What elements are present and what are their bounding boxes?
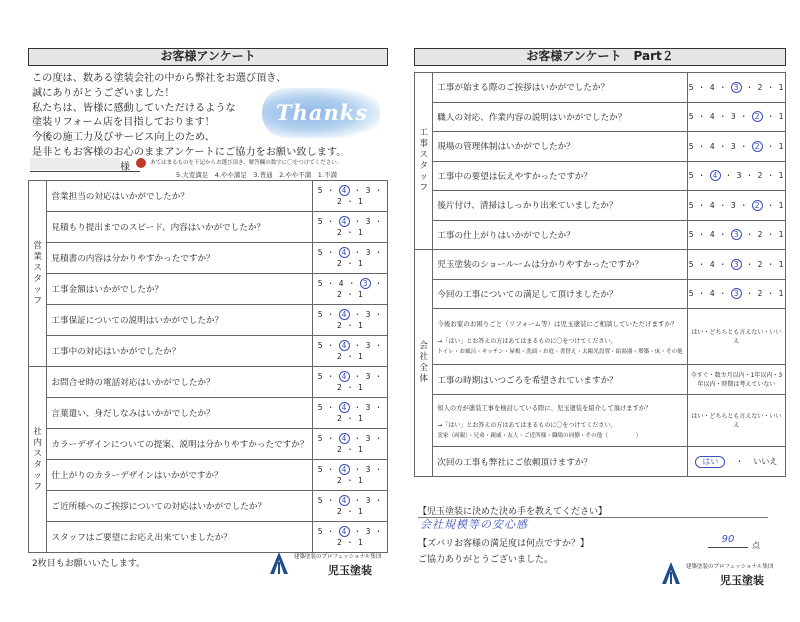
satisfaction-question: 【ズバリお客様の満足度は何点ですか？】 [418, 539, 590, 549]
rating-option: 2 [337, 197, 343, 206]
rating-option: 2 [757, 289, 763, 299]
table-row [415, 73, 786, 103]
question-text: 今回の工事についての満足して頂けましたか？ [433, 279, 687, 309]
circled-rating: 3 [731, 229, 742, 240]
group-char: ス [33, 262, 42, 273]
rating-scale[interactable]: 5 ・ 4 ・ 3 ・ 2 ・ 1 [313, 367, 388, 398]
option-separator: ・ [735, 456, 744, 466]
question-text: 工事中の対応はいかがでしたか？ [47, 336, 313, 367]
rating-option: 2 [337, 259, 343, 268]
group-char: 業 [33, 251, 42, 262]
question-text: 児玉塗装のショールームは分かりやすかったですか？ [433, 250, 687, 280]
company-logo [270, 552, 420, 592]
company-name: 児玉塗装 [720, 574, 764, 587]
page-title: お客様アンケート [28, 48, 388, 66]
honorific: 様 [120, 162, 130, 173]
table-row [29, 367, 388, 398]
question-text [433, 309, 687, 365]
rating-option: 5 [317, 248, 323, 257]
question-text: 現場の管理体制はいかがでしたか？ [433, 132, 687, 162]
logo-tagline: 建築塗装のプロフェッショナル集団 [686, 564, 774, 570]
rating-option: 3 [365, 496, 371, 505]
group-char: ッ [33, 470, 42, 481]
rating-option: 3 [365, 465, 371, 474]
rating-option: 5 [317, 310, 323, 319]
seal-stamp-icon [136, 158, 146, 168]
circled-rating: 2 [752, 200, 763, 211]
circled-rating: 3 [731, 288, 742, 299]
rating-option: 3 [736, 171, 742, 181]
rating-option: 4 [709, 259, 716, 269]
repeat-yes: はい [695, 456, 725, 468]
rating-option: 5 [688, 82, 695, 92]
rating-option: 2 [757, 82, 763, 92]
survey-page-2 [400, 0, 800, 622]
group-char: タ [33, 273, 42, 284]
rating-scale[interactable]: 5 ・ 4 ・ 3 ・ 2 ・ 1 [687, 220, 785, 250]
question-text [433, 395, 687, 447]
rating-scale[interactable]: 5 ・ 4 ・ 3 ・ 2 ・ 1 [687, 191, 785, 221]
rating-option: 2 [757, 171, 763, 181]
rating-scale[interactable]: 5 ・ 4 ・ 3 ・ 2 ・ 1 [687, 132, 785, 162]
intro-line: 私たちは、皆様に感動していただけるような [32, 102, 236, 114]
intro-options: はい・どちらとも言えない・いいえ [691, 412, 782, 429]
score-unit: 点 [752, 541, 760, 550]
question-text: 工事の仕上がりはいかがでしたか？ [433, 220, 687, 250]
rating-option: 5 [317, 217, 323, 226]
table-row [29, 398, 388, 429]
rating-scale[interactable]: 5 ・ 4 ・ 3 ・ 2 ・ 1 [687, 73, 785, 103]
customer-name-redacted [30, 158, 120, 170]
circled-rating: 2 [752, 111, 763, 122]
circled-rating: 2 [752, 141, 763, 152]
table-row [29, 181, 388, 212]
timing-options: 今すぐ・数カ月以内・1年以内・3年以内・時期は考えていない [690, 371, 783, 388]
rating-scale[interactable]: 5 ・ 4 ・ 3 ・ 2 ・ 1 [313, 460, 388, 491]
consult-question: 今後お家のお困りごと（リフォーム等）は児玉塗装にご相談していただけますか？ [437, 319, 678, 328]
group-char: 内 [33, 437, 42, 448]
question-text: 工事保証についての説明はいかがでしたか？ [47, 305, 313, 336]
table-row [415, 250, 786, 280]
group-label [29, 181, 47, 367]
legend-instruction: あてはまるものを下記からお選び頂き、解答欄の数字に〇をつけてください。 [150, 160, 343, 166]
circled-rating: 4 [339, 495, 350, 506]
group-char: ッ [419, 172, 428, 182]
group-char: タ [33, 459, 42, 470]
answer-options[interactable] [687, 309, 785, 365]
question-text: 工事が始まる際のご挨拶はいかがでしたか？ [433, 73, 687, 103]
circled-rating: 3 [731, 82, 742, 93]
satisfaction-score: 90 [708, 534, 748, 548]
question-text: 後片付け、清掃はしっかり出来ていましたか？ [433, 191, 687, 221]
question-text: 職人の対応、作業内容の説明はいかがでしたか？ [433, 102, 687, 132]
group-char: フ [33, 295, 42, 306]
table-row [415, 161, 786, 191]
rating-option: 1 [358, 538, 364, 547]
rating-scale[interactable]: 5 ・ 4 ・ 3 ・ 2 ・ 1 [313, 181, 388, 212]
rating-option: 5 [688, 171, 695, 181]
circled-rating: 4 [710, 170, 721, 181]
rating-option: 4 [338, 279, 345, 288]
logo-tagline: 建築塗装のプロフェッショナル集団 [294, 554, 382, 560]
circled-rating: 4 [339, 371, 350, 382]
group-char: 事 [419, 139, 428, 149]
group-char: ス [419, 150, 428, 160]
page-title: お客様アンケート Part２ [414, 48, 786, 66]
repeat-no: いいえ [753, 456, 778, 466]
rating-option: 3 [730, 200, 737, 210]
intro-items: 実家（両親）・兄弟・親戚・友人・ご近所様・職場の同僚・その他（ ） [437, 432, 642, 439]
question-text [433, 365, 687, 395]
thanks-word: Thanks [276, 100, 369, 125]
circled-rating: 4 [339, 309, 350, 320]
rating-option: 3 [365, 186, 371, 195]
rating-option: 4 [709, 289, 716, 299]
circled-rating: 4 [339, 402, 350, 413]
rating-option: 5 [317, 403, 323, 412]
rating-scale[interactable]: 5 ・ 4 ・ 3 ・ 2 ・ 1 [313, 429, 388, 460]
table-row [415, 220, 786, 250]
question-text: 工事金額はいかがでしたか？ [47, 274, 313, 305]
table-row [29, 336, 388, 367]
company-mark-icon [270, 552, 288, 574]
group-char: 社 [419, 352, 428, 362]
table-row [415, 395, 786, 447]
circled-rating: 4 [339, 216, 350, 227]
rating-scale[interactable]: 5 ・ 4 ・ 3 ・ 2 ・ 1 [313, 522, 388, 553]
rating-option: 1 [778, 82, 784, 92]
rating-option: 1 [358, 476, 364, 485]
circled-rating: 4 [339, 433, 350, 444]
group-char: フ [33, 481, 42, 492]
rating-option: 3 [365, 527, 371, 536]
rating-option: 3 [365, 341, 371, 350]
group-label [415, 250, 433, 477]
rating-option: 1 [358, 228, 364, 237]
question-text: 見積書の内容は分かりやすかったですか？ [47, 243, 313, 274]
group-char: 会 [419, 341, 428, 351]
group-label [415, 73, 433, 250]
group-char: 社 [33, 426, 42, 437]
rating-option: 4 [709, 112, 716, 122]
answer-options[interactable] [687, 365, 785, 395]
rating-option: 3 [365, 434, 371, 443]
rating-option: 1 [778, 230, 784, 240]
decision-answer: 会社規模等の安心感 [420, 518, 528, 531]
rating-option: 5 [317, 465, 323, 474]
decision-question: 【児玉塗装に決めた決め手を教えてください】 [418, 504, 768, 518]
circled-rating: 3 [731, 259, 742, 270]
rating-option: 5 [688, 259, 695, 269]
rating-option: 5 [317, 496, 323, 505]
rating-scale[interactable]: 5 ・ 4 ・ 3 ・ 2 ・ 1 [687, 102, 785, 132]
circled-rating: 4 [339, 247, 350, 258]
rating-option: 1 [358, 414, 364, 423]
table-row [415, 191, 786, 221]
rating-option: 2 [757, 259, 763, 269]
closing-message: ご協力ありがとうございました。 [418, 555, 554, 565]
table-row [29, 274, 388, 305]
company-name: 児玉塗装 [328, 564, 372, 577]
intro-line: 誠にありがとうございました！ [32, 87, 175, 99]
circled-rating: 3 [360, 278, 371, 289]
rating-option: 1 [358, 321, 364, 330]
question-text: 仕上がりのカラーデザインはいかがですか？ [47, 460, 313, 491]
rating-option: 5 [317, 186, 323, 195]
rating-option: 2 [337, 352, 343, 361]
answer-options[interactable] [687, 395, 785, 447]
consult-sub: →「はい」とお答えの方はあてはまるものに〇をつけてください。 [437, 337, 617, 345]
intro-line: 今後の施工力及びサービス向上のため、 [32, 132, 215, 144]
table-row [29, 491, 388, 522]
rating-option: 3 [365, 372, 371, 381]
company-mark-icon [662, 562, 680, 584]
rating-option: 1 [358, 445, 364, 454]
rating-scale[interactable]: 5 ・ 4 ・ 3 ・ 2 ・ 1 [687, 279, 785, 309]
consult-items: トイレ・お風呂・キッチン・屋根・洗面・お庭・書替え・太陽光設置・給湯器・増築・床・その他 [437, 348, 683, 355]
rating-option: 5 [317, 434, 323, 443]
timing-question: 工事の時期はいつごろを希望されていますか？ [437, 375, 618, 386]
rating-option: 1 [778, 141, 784, 151]
repeat-question: 次回の工事も弊社にご依頼頂けますか？ [437, 457, 592, 468]
rating-scale[interactable]: 5 ・ 4 ・ 3 ・ 2 ・ 1 [313, 212, 388, 243]
question-text: 営業担当の対応はいかがでしたか？ [47, 181, 313, 212]
rating-option: 2 [337, 476, 343, 485]
question-text: 見積もり提出までのスピード、内容はいかがでしたか？ [47, 212, 313, 243]
question-text: 工事中の要望は伝えやすかったですか？ [433, 161, 687, 191]
table-row [415, 365, 786, 395]
group-label [29, 367, 47, 553]
rating-option: 5 [688, 112, 695, 122]
circled-rating: 4 [339, 340, 350, 351]
intro-question: 知人の方が塗装工事を検討している際に、児玉塗装を紹介して頂けますか？ [437, 404, 652, 412]
rating-option: 1 [778, 289, 784, 299]
question-text: カラーデザインについての提案、説明は分かりやすかったですか？ [47, 429, 313, 460]
consult-options: はい・どちらとも言えない・いいえ [691, 328, 782, 345]
rating-option: 2 [337, 228, 343, 237]
rating-option: 1 [358, 290, 364, 299]
rating-option: 1 [778, 171, 784, 181]
rating-option: 5 [688, 289, 695, 299]
rating-option: 1 [358, 507, 364, 516]
table-row [415, 132, 786, 162]
group-char: ッ [33, 284, 42, 295]
table-row [29, 429, 388, 460]
rating-option: 1 [358, 352, 364, 361]
rating-option: 1 [778, 112, 784, 122]
table-row [29, 460, 388, 491]
intro-sub: →「はい」とお答えの方はあてはまるものに〇をつけてください。 [437, 421, 617, 429]
rating-option: 2 [337, 290, 343, 299]
rating-scale[interactable]: 5 ・ 4 ・ 3 ・ 2 ・ 1 [687, 161, 785, 191]
group-char: タ [419, 161, 428, 171]
rating-option: 2 [337, 383, 343, 392]
thanks-watercolor-graphic [262, 88, 380, 138]
rating-option: 1 [778, 259, 784, 269]
intro-line: この度は、数ある塗装会社の中から弊社をお選び頂き、 [32, 73, 287, 84]
rating-option: 4 [709, 200, 716, 210]
rating-option: 1 [358, 197, 364, 206]
group-char: 体 [419, 374, 428, 384]
intro-line: 塗装リフォーム店を目指しております！ [32, 117, 215, 129]
circled-rating: 4 [339, 464, 350, 475]
legend-scale: 5.大変満足 4.やや満足 3.普通 2.やや不満 1.不満 [176, 171, 338, 179]
answer-options[interactable] [687, 447, 785, 477]
group-char: 全 [419, 363, 428, 373]
table-row [415, 102, 786, 132]
rating-option: 3 [365, 248, 371, 257]
question-text: スタッフはご要望にお応え出来ていましたか？ [47, 522, 313, 553]
rating-option: 1 [778, 200, 784, 210]
table-row [415, 309, 786, 365]
rating-option: 3 [730, 141, 737, 151]
circled-rating: 4 [339, 185, 350, 196]
rating-scale[interactable]: 5 ・ 4 ・ 3 ・ 2 ・ 1 [313, 398, 388, 429]
rating-option: 2 [757, 230, 763, 240]
rating-option: 3 [365, 217, 371, 226]
intro-line: 是非ともお客様のお心のままアンケートにご協力をお願い致します。 [32, 146, 347, 158]
rating-scale[interactable]: 5 ・ 4 ・ 3 ・ 2 ・ 1 [313, 305, 388, 336]
rating-table [28, 180, 388, 553]
question-text: ご近所様へのご挨拶についての対応はいかがでしたか？ [47, 491, 313, 522]
rating-option: 5 [317, 341, 323, 350]
rating-option: 2 [337, 445, 343, 454]
rating-option: 5 [688, 200, 695, 210]
rating-option: 3 [365, 403, 371, 412]
rating-option: 3 [730, 112, 737, 122]
rating-scale[interactable]: 5 ・ 4 ・ 3 ・ 2 ・ 1 [313, 243, 388, 274]
group-char: ス [33, 448, 42, 459]
rating-option: 1 [358, 383, 364, 392]
rating-table [414, 72, 786, 477]
table-row [29, 522, 388, 553]
rating-option: 5 [688, 141, 695, 151]
group-char: 工 [419, 128, 428, 138]
rating-scale[interactable]: 5 ・ 4 ・ 3 ・ 2 ・ 1 [313, 336, 388, 367]
table-row [415, 279, 786, 309]
rating-option: 1 [358, 259, 364, 268]
question-text [433, 447, 687, 477]
rating-option: 4 [709, 230, 716, 240]
rating-scale[interactable]: 5 ・ 4 ・ 3 ・ 2 ・ 1 [313, 491, 388, 522]
table-row [29, 243, 388, 274]
rating-option: 5 [317, 527, 323, 536]
rating-option: 4 [709, 82, 716, 92]
rating-scale[interactable]: 5 ・ 4 ・ 3 ・ 2 ・ 1 [687, 250, 785, 280]
rating-option: 2 [337, 414, 343, 423]
table-row [29, 212, 388, 243]
rating-option: 3 [365, 310, 371, 319]
footer-note: 2枚目もお願いいたします。 [32, 559, 146, 569]
table-row [29, 305, 388, 336]
question-text: お問合せ時の電話対応はいかがでしたか？ [47, 367, 313, 398]
rating-option: 5 [317, 279, 323, 288]
rating-scale[interactable]: 5 ・ 4 ・ 3 ・ 2 ・ 1 [313, 274, 388, 305]
rating-option: 4 [709, 141, 716, 151]
rating-option: 2 [337, 321, 343, 330]
rating-option: 2 [337, 507, 343, 516]
company-logo [662, 562, 800, 602]
question-text: 言葉遣い、身だしなみはいかがでしたか？ [47, 398, 313, 429]
rating-option: 2 [337, 538, 343, 547]
rating-option: 5 [317, 372, 323, 381]
table-row [415, 447, 786, 477]
group-char: 営 [33, 240, 42, 251]
circled-rating: 4 [339, 526, 350, 537]
group-char: フ [419, 183, 428, 193]
rating-option: 5 [688, 230, 695, 240]
